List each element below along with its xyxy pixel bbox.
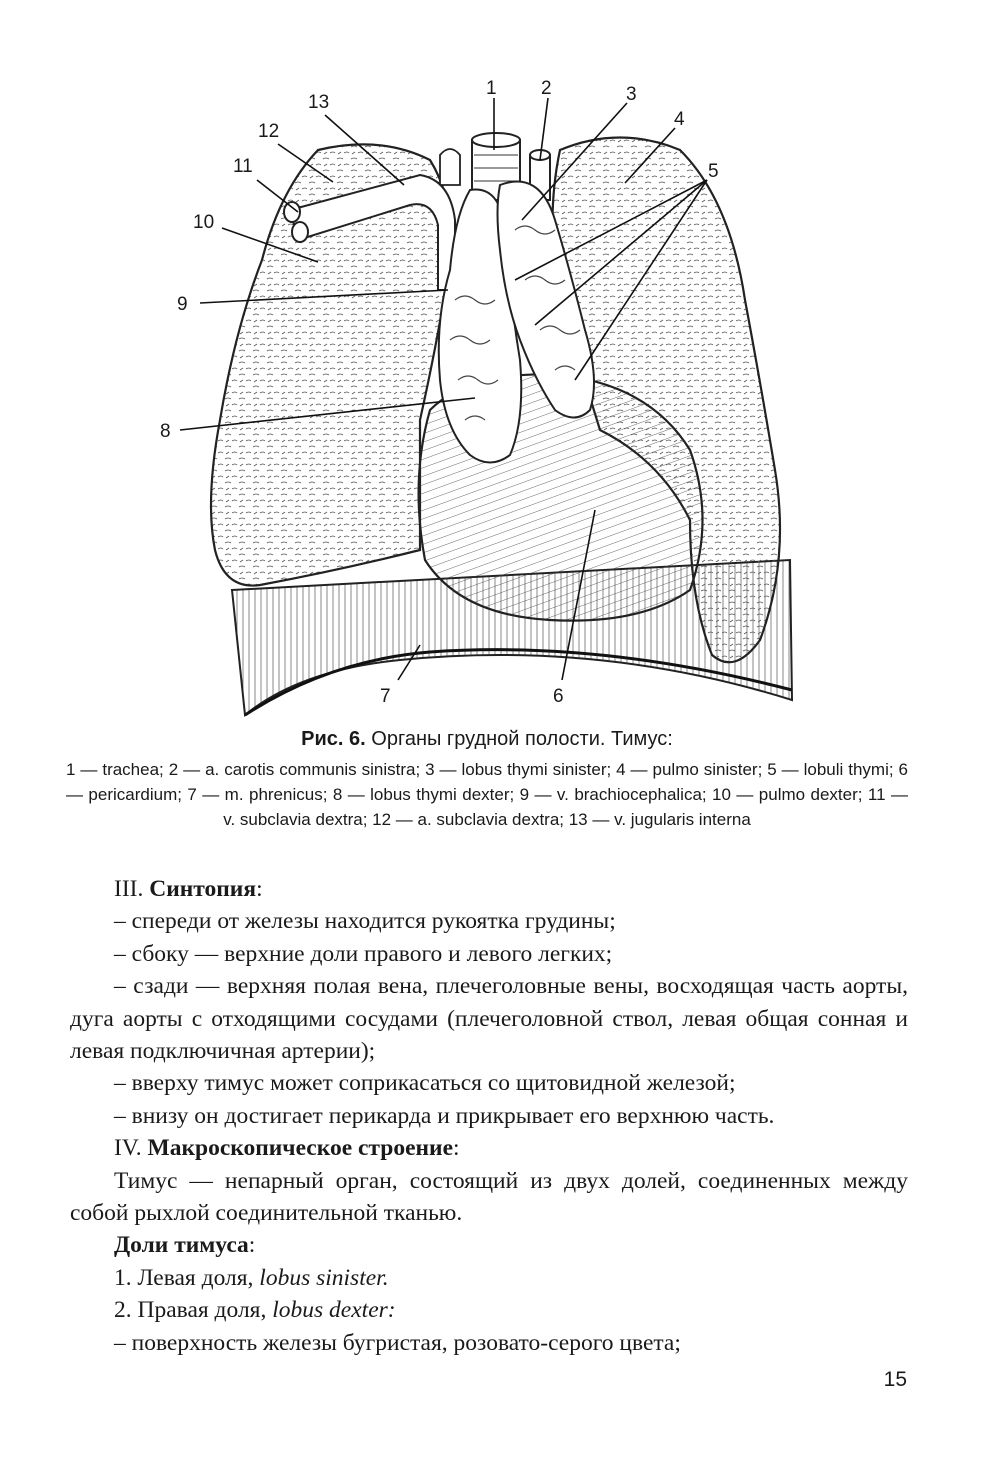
section-heading-syntopy: III. Синтопия: [114,876,263,902]
page-number: 15 [883,1368,907,1391]
section-heading-macroscopic: IV. Макроскопическое строение: [114,1135,460,1162]
paragraph: – спереди от железы находится рукоятка грудины; [114,908,616,935]
anatomy-figure [150,70,850,725]
thorax-illustration [150,70,850,725]
subheading-lobes: Доли тимуса: [114,1232,256,1259]
label-12: 12 [258,121,280,142]
caption-title [66,728,908,751]
paragraph: – внизу он достигает перикарда и прикрывает его верхнюю часть. [114,1102,775,1129]
caption-figure-number: Рис. 6. [301,728,366,750]
list-item: 1. Левая доля, lobus sinister. [114,1264,389,1291]
label-7: 7 [380,686,391,707]
label-2: 2 [541,78,552,99]
section-title: Синтопия [149,876,257,902]
caption-title-text: Органы грудной полости. Тимус: [365,728,673,750]
label-11: 11 [233,156,253,177]
list-item: 2. Правая доля, lobus dexter: [114,1297,396,1324]
label-5: 5 [708,161,719,182]
subheading-title: Доли тимуса [114,1232,249,1259]
paragraph: Тимус — непарный орган, состоящий из двух долей, соединенных между собой рыхлой соединительной тканью. [70,1167,908,1227]
body-text [70,873,908,1359]
label-9: 9 [177,294,188,315]
paragraph: – поверхность железы бугристая, розовато-серого цвета; [114,1329,681,1356]
label-10: 10 [193,212,215,233]
label-3: 3 [626,84,637,105]
section-title: Макроскопическое строение [147,1135,454,1162]
label-4: 4 [674,109,685,130]
paragraph: – вверху тимус может соприкасаться со щитовидной железой; [114,1070,736,1097]
label-6: 6 [553,686,564,707]
label-1: 1 [486,78,497,99]
section-number: IV. [114,1135,148,1162]
section-number: III. [114,876,150,902]
label-8: 8 [160,421,171,442]
latin-term: lobus sinister. [259,1264,389,1291]
label-13: 13 [308,92,330,113]
paragraph: – сбоку — верхние доли правого и левого легких; [114,940,613,967]
latin-term: lobus dexter: [272,1297,396,1324]
paragraph: – сзади — верхняя полая вена, плечеголовные вены, восходящая часть аорты, дуга аорты с отходящими сосудами (плечеголовной ствол, левая общая сонная и левая подключичная артерии); [70,973,908,1065]
caption-legend: 1 — trachea; 2 — a. carotis communis sinistra; 3 — lobus thymi sinister; 4 — pulmo sinister; 5 — lobuli thymi; 6 — pericardium; 7 — m. phrenicus; 8 — lobus thymi dexter; 9 — v. brachiocephalica; 10 — pulmo dexter; 11 — v. subclavia dextra; 12 — a. subclavia dextra; 13 — v. jugularis interna [66,760,908,829]
figure-caption [66,728,908,832]
